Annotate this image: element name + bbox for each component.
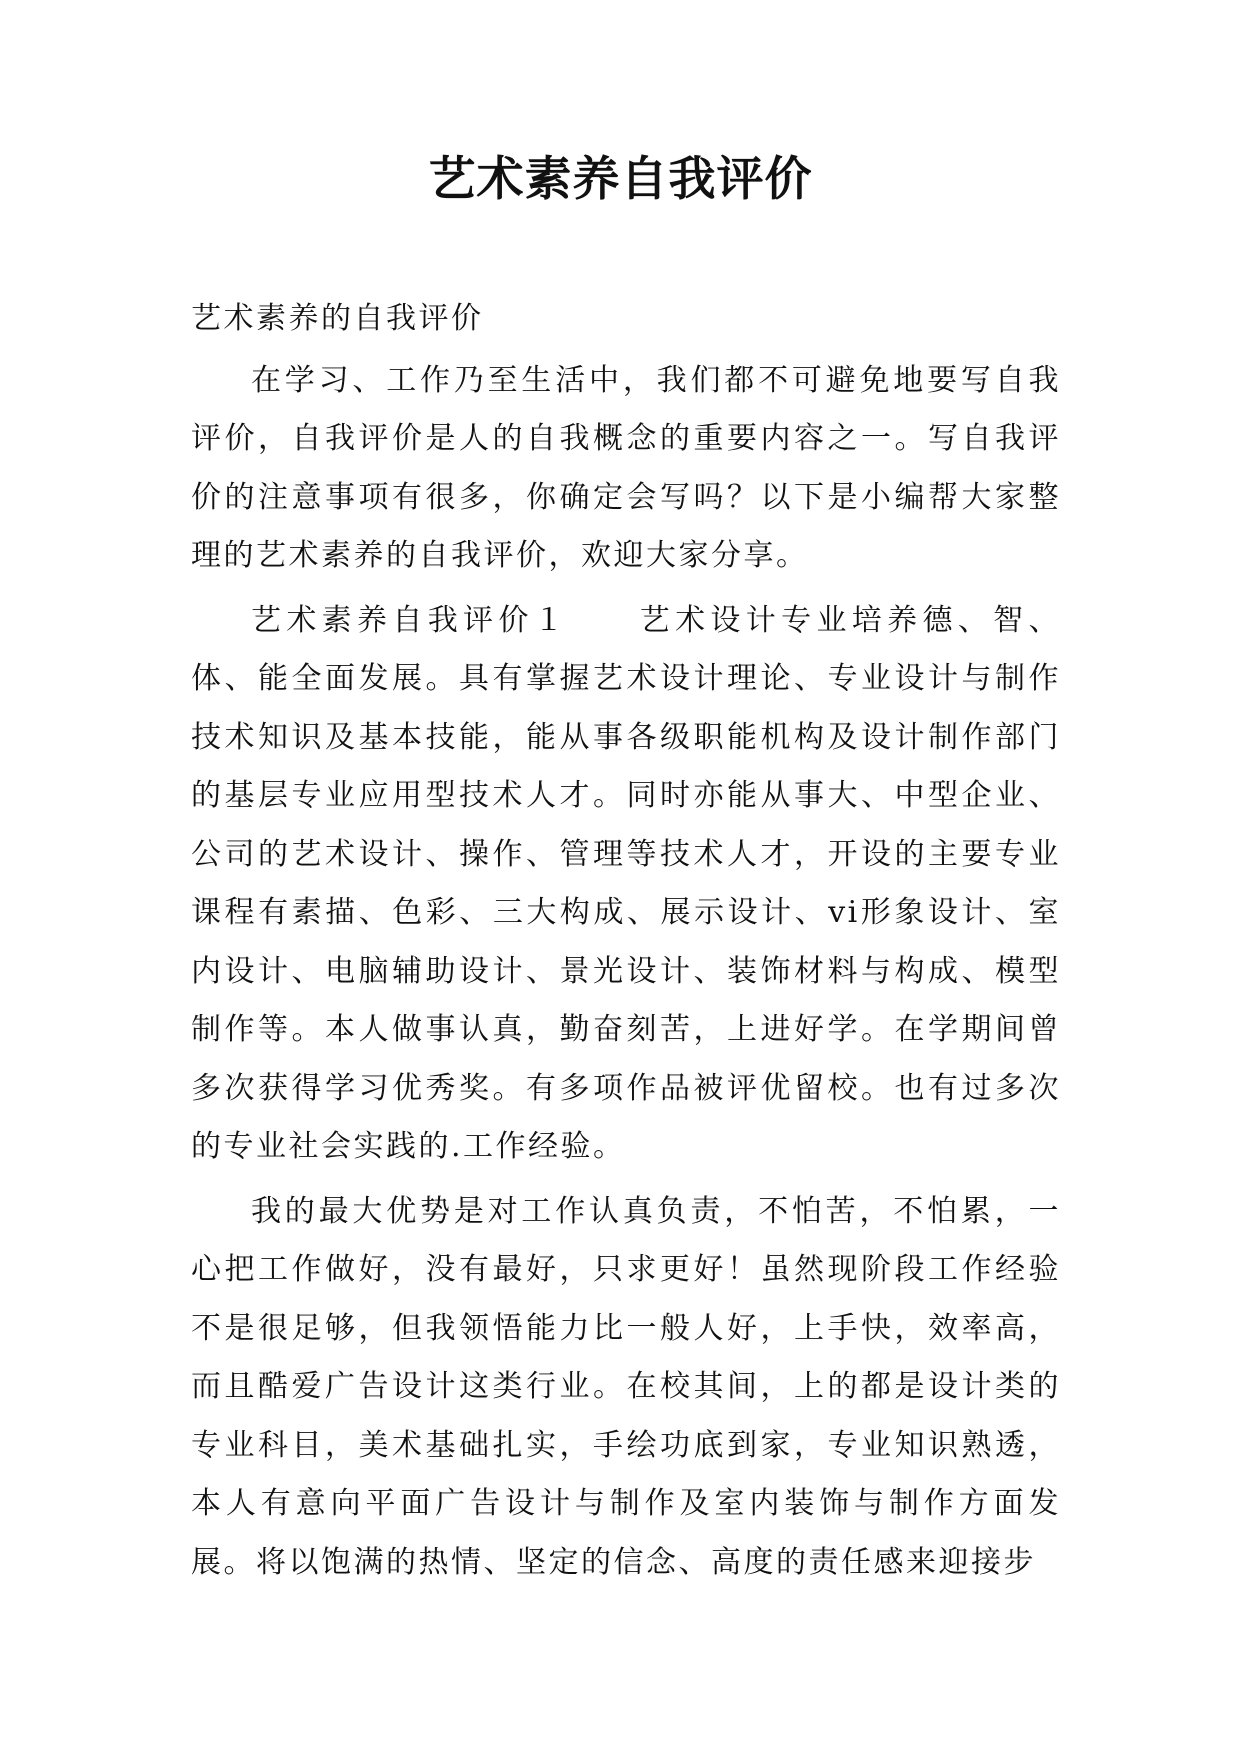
paragraph-strengths: 我的最大优势是对工作认真负责，不怕苦，不怕累，一心把工作做好，没有最好，只求更好！虽然现阶段工作经验不是很足够，但我领悟能力比一般人好，上手快，效率高，而且酷爱广告设计这类行业。在校其间，上的都是设计类的专业科目，美术基础扎实，手绘功底到家，专业知识熟透，本人有意向平面广告设计与制作及室内装饰与制作方面发展。将以饱满的热情、坚定的信念、高度的责任感来迎接步 bbox=[191, 1193, 1061, 1580]
document-title: 艺术素养自我评价 bbox=[428, 152, 813, 207]
paragraph-intro: 在学习、工作乃至生活中，我们都不可避免地要写自我评价，自我评价是人的自我概念的重要内容之一。写自我评价的注意事项有很多，你确定会写吗？以下是小编帮大家整理的艺术素养的自我评价，欢迎大家分享。 bbox=[191, 362, 1061, 573]
paragraph-evaluation-1: 艺术素养自我评价１ 艺术设计专业培养德、智、体、能全面发展。具有掌握艺术设计理论、专业设计与制作技术知识及基本技能，能从事各级职能机构及设计制作部门的基层专业应用型技术人才。同时亦能从事大、中型企业、公司的艺术设计、操作、管理等技术人才，开设的主要专业课程有素描、色彩、三大构成、展示设计、vi形象设计、室内设计、电脑辅助设计、景光设计、装饰材料与构成、模型制作等。本人做事认真，勤奋刻苦，上进好学。在学期间曾多次获得学习优秀奖。有多项作品被评优留校。也有过多次的专业社会实践的.工作经验。 bbox=[191, 602, 1061, 1164]
document-subtitle: 艺术素养的自我评价 bbox=[191, 301, 484, 336]
document-body bbox=[191, 290, 1061, 1598]
